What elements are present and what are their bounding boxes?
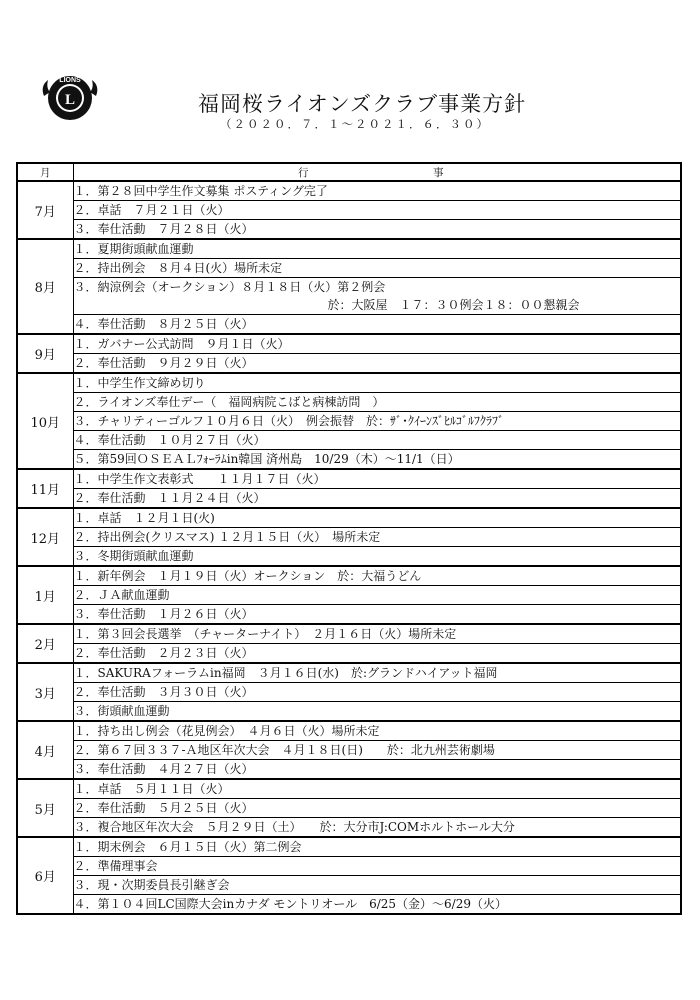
table-row xyxy=(17,644,681,664)
activity-text: ３．奉仕活動 １月２６日（火） xyxy=(73,607,254,621)
table-row xyxy=(17,683,681,702)
month-group xyxy=(17,508,681,566)
table-row xyxy=(17,528,681,547)
month-group xyxy=(17,181,681,239)
activity-item xyxy=(73,431,681,450)
activity-text: １．卓話 ５月１１日（火） xyxy=(73,782,230,796)
table-row xyxy=(17,837,681,857)
activity-item xyxy=(73,334,681,354)
table-row xyxy=(17,354,681,374)
activity-item xyxy=(73,683,681,702)
table-row xyxy=(17,508,681,528)
table-row xyxy=(17,895,681,915)
activity-item xyxy=(73,895,681,915)
activity-text: ３．街頭献血運動 xyxy=(73,704,170,718)
activity-item xyxy=(73,259,681,278)
table-row xyxy=(17,721,681,741)
table-row xyxy=(17,431,681,450)
activity-item xyxy=(73,220,681,240)
table-row xyxy=(17,741,681,760)
table-row xyxy=(17,239,681,259)
month-cell: 9月 xyxy=(17,334,73,373)
month-cell: 8月 xyxy=(17,239,73,334)
month-cell: 10月 xyxy=(17,373,73,469)
activity-item xyxy=(73,181,681,201)
table-row xyxy=(17,586,681,605)
activity-venue-line: 於：大阪屋 １７：３０例会１８：００懇親会 xyxy=(327,298,580,312)
table-row xyxy=(17,259,681,278)
table-row xyxy=(17,818,681,838)
table-row xyxy=(17,663,681,683)
activity-item xyxy=(73,528,681,547)
month-cell: 1月 xyxy=(17,566,73,624)
activity-text: ２．持出例会 ８月４日(火）場所未定 xyxy=(73,261,283,275)
activity-item xyxy=(73,818,681,838)
month-column-header: 月 xyxy=(17,163,73,181)
activity-text: ４．奉仕活動 ８月２５日（火） xyxy=(73,317,254,331)
table-row xyxy=(17,876,681,895)
table-row xyxy=(17,334,681,354)
activity-item xyxy=(73,876,681,895)
table-row xyxy=(17,469,681,489)
table-row xyxy=(17,857,681,876)
table-row xyxy=(17,450,681,470)
activity-item xyxy=(73,702,681,722)
activity-text: ２．奉仕活動 ９月２９日（火） xyxy=(73,356,254,370)
activity-item xyxy=(73,857,681,876)
activity-text: ２．卓話 ７月２１日（火） xyxy=(73,203,230,217)
table-row xyxy=(17,547,681,567)
month-cell: 11月 xyxy=(17,469,73,508)
month-cell: 3月 xyxy=(17,663,73,721)
fiscal-period: （２０２０．７．１～２０２１．６．３０） xyxy=(220,117,490,131)
lions-club-emblem-icon xyxy=(38,66,102,130)
month-cell: 5月 xyxy=(17,779,73,837)
activity-text: １．ガバナー公式訪問 ９月１日（火） xyxy=(73,337,290,351)
table-row xyxy=(17,315,681,335)
activity-text: ３．奉仕活動 ７月２８日（火） xyxy=(73,222,254,236)
activity-item xyxy=(73,373,681,393)
activity-item xyxy=(73,278,681,315)
svg-text:LIONS: LIONS xyxy=(59,77,81,84)
activity-item xyxy=(73,760,681,780)
activities-column-header: 行 事 xyxy=(73,163,681,181)
activity-item xyxy=(73,663,681,683)
activity-item xyxy=(73,315,681,335)
svg-text:L: L xyxy=(64,92,76,108)
table-row xyxy=(17,201,681,220)
activity-text: ３．チャリティーゴルフ１０月６日（火） 例会振替 於：ｻﾞ･ｸｲｰﾝｽﾞﾋﾙｺﾞﾙﾌｸﾗﾌﾞ xyxy=(73,414,504,428)
table-row xyxy=(17,566,681,586)
month-group xyxy=(17,624,681,663)
activity-text: ３．納涼例会（オークション）８月１８日（火）第２例会 xyxy=(73,280,386,294)
activity-text: １．中学生作文表彰式 １１月１７日（火） xyxy=(73,472,326,486)
activity-text: １．期末例会 ６月１５日（火）第二例会 xyxy=(73,840,302,854)
activity-item xyxy=(73,837,681,857)
activity-item xyxy=(73,508,681,528)
month-cell: 6月 xyxy=(17,837,73,914)
month-group xyxy=(17,566,681,624)
activity-item xyxy=(73,644,681,664)
activity-item xyxy=(73,450,681,470)
table-row xyxy=(17,702,681,722)
activity-text: ３．複合地区年次大会 ５月２９日（土） 於：大分市J:COMホルトホール大分 xyxy=(73,820,515,834)
table-row xyxy=(17,278,681,315)
activity-item xyxy=(73,239,681,259)
table-row xyxy=(17,489,681,509)
activity-text: ２．ＪＡ献血運動 xyxy=(73,588,170,602)
activity-text: ２．奉仕活動 ３月３０日（火） xyxy=(73,685,254,699)
table-row xyxy=(17,779,681,799)
activity-item xyxy=(73,393,681,412)
month-group xyxy=(17,373,681,469)
table-row xyxy=(17,760,681,780)
table-row xyxy=(17,220,681,240)
table-row xyxy=(17,624,681,644)
activity-item xyxy=(73,624,681,644)
table-row xyxy=(17,412,681,431)
table-row xyxy=(17,605,681,625)
activity-text: １．SAKURAフォーラムin福岡 ３月１６日(水) 於:グランドハイアット福岡 xyxy=(73,666,498,680)
activity-text: ３．冬期街頭献血運動 xyxy=(73,549,194,563)
month-group xyxy=(17,721,681,779)
activity-item xyxy=(73,799,681,818)
month-cell: 2月 xyxy=(17,624,73,663)
activity-item xyxy=(73,586,681,605)
activity-text: １．持ち出し例会（花見例会） ４月６日（火）場所未定 xyxy=(73,724,380,738)
activity-text: ４．第１０４回LC国際大会inカナダ モントリオール 6/25（金）～6/29（火） xyxy=(73,897,507,911)
month-cell: 7月 xyxy=(17,181,73,239)
month-cell: 4月 xyxy=(17,721,73,779)
activity-text: １．第２８回中学生作文募集 ポスティング完了 xyxy=(73,184,328,198)
activity-item xyxy=(73,412,681,431)
activity-text: １．夏期街頭献血運動 xyxy=(73,242,194,256)
activity-text: ２．奉仕活動 １１月２４日（火） xyxy=(73,491,266,505)
activity-item xyxy=(73,469,681,489)
month-group xyxy=(17,779,681,837)
activity-item xyxy=(73,547,681,567)
activity-text: ４．奉仕活動 １０月２７日（火） xyxy=(73,433,266,447)
activity-item xyxy=(73,566,681,586)
activity-plan-table xyxy=(16,162,682,915)
month-group xyxy=(17,334,681,373)
month-group xyxy=(17,837,681,914)
activity-item xyxy=(73,605,681,625)
activity-text: ２．持出例会(クリスマス) １２月１５日（火） 場所未定 xyxy=(73,530,381,544)
table-row xyxy=(17,393,681,412)
activity-text: ２．第６７回３３７-Ａ地区年次大会 ４月１８日(日) 於：北九州芸術劇場 xyxy=(73,743,495,757)
activity-text: ３．現・次期委員長引継ぎ会 xyxy=(73,878,230,892)
activity-item xyxy=(73,721,681,741)
month-cell: 12月 xyxy=(17,508,73,566)
activity-text: １．中学生作文締め切り xyxy=(73,376,206,390)
activity-text: ２．奉仕活動 ５月２５日（火） xyxy=(73,801,254,815)
table-row xyxy=(17,181,681,201)
activity-text: ５．第59回ＯＳＥＡＬﾌｫｰﾗﾑin韓国 済州島 10/29（木）～11/1（日） xyxy=(73,452,460,466)
month-group xyxy=(17,663,681,721)
activity-item xyxy=(73,741,681,760)
activity-text: １．新年例会 １月１９日（火）オークション 於：大福うどん xyxy=(73,569,422,583)
activity-text: ３．奉仕活動 ４月２７日（火） xyxy=(73,762,254,776)
activity-text: ２．奉仕活動 ２月２３日（火） xyxy=(73,646,254,660)
activity-item xyxy=(73,489,681,509)
page-title: 福岡桜ライオンズクラブ事業方針 xyxy=(198,92,527,116)
activity-item xyxy=(73,201,681,220)
activity-item xyxy=(73,779,681,799)
table-row xyxy=(17,799,681,818)
table-header-row xyxy=(17,163,681,181)
activity-text: ２．準備理事会 xyxy=(73,859,158,873)
activity-text: １．第３回会長選挙 （チャーターナイト） ２月１６日（火）場所未定 xyxy=(73,627,457,641)
table-row xyxy=(17,373,681,393)
activity-text: ２．ライオンズ奉仕デー（ 福岡病院こばと病棟訪問 ） xyxy=(73,395,385,409)
month-group xyxy=(17,239,681,334)
month-group xyxy=(17,469,681,508)
activity-text: １．卓話 １２月１日(火) xyxy=(73,511,215,525)
activity-item xyxy=(73,354,681,374)
